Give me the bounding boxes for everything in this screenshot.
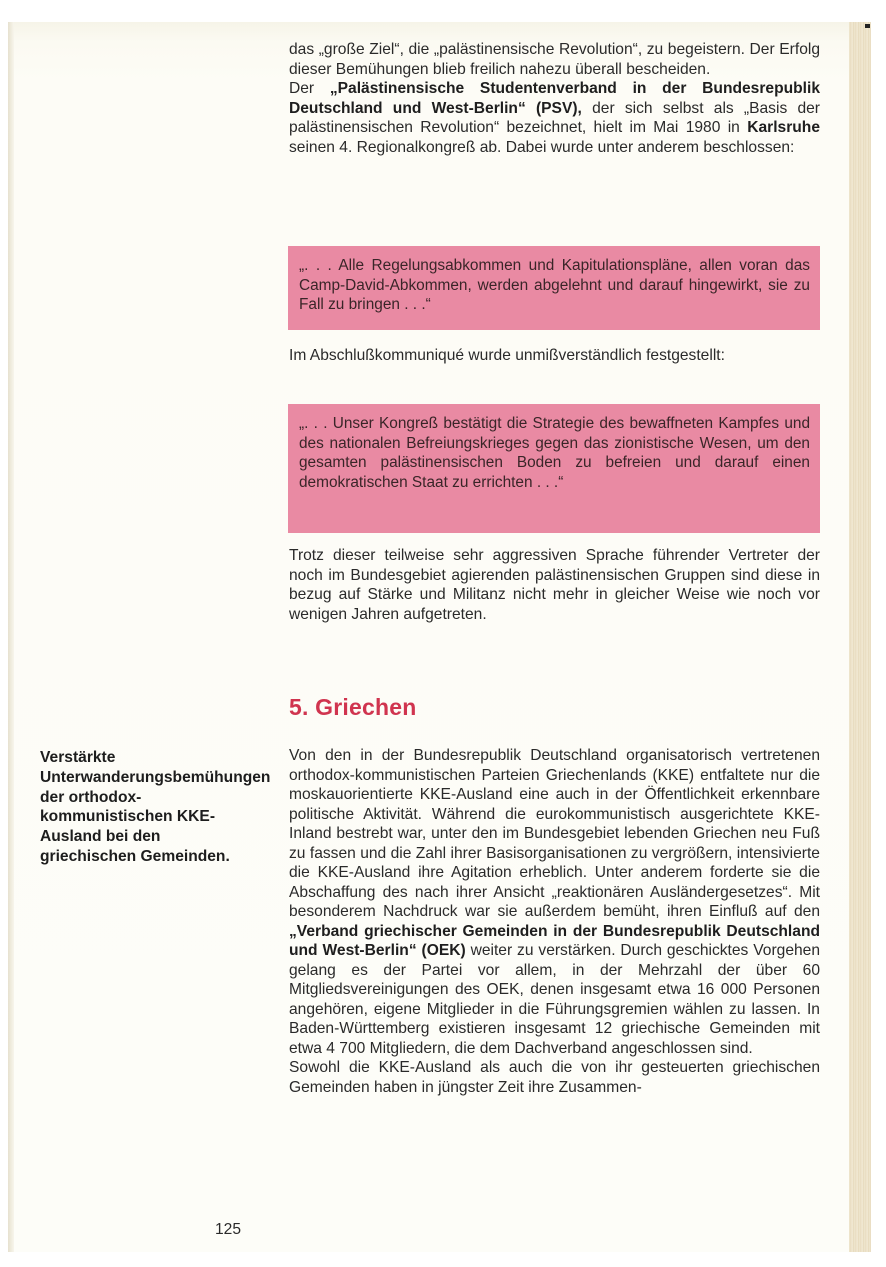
intro-text-block — [289, 40, 820, 157]
page-edge-left — [8, 22, 14, 1252]
oek-name: „Verband griechischer Gemeinden in der Bundesrepublik Deutschland und West-Berlin“ (OEK) — [289, 922, 820, 959]
paragraph-continuation: Sowohl die KKE-Ausland als auch die von ihr gesteuerten griechischen Gemeinden haben in jüngster Zeit ihre Zusammen- — [289, 1059, 820, 1096]
page-edge-right — [849, 22, 871, 1252]
paragraph-psv: Der „Palästinensische Studentenverband in der Bundesrepublik Deutschland und West-Berlin“ (PSV), der sich selbst als „Basis der palästinensischen Revolution“ bezeichnet, hielt im Mai 1980 in Karlsruhe seinen 4. Regionalkongreß ab. Dabei wurde unter anderem beschlossen: — [289, 80, 820, 156]
paragraph-intro: das „große Ziel“, die „palästinensische Revolution“, zu begeistern. Der Erfolg dieser Bemühungen blieb freilich nahezu überall bescheiden. — [289, 41, 820, 78]
paragraph-communique: Im Abschlußkommuniqué wurde unmißverständlich festgestellt: — [289, 347, 725, 364]
quote-box-1 — [288, 246, 820, 330]
margin-note: Verstärkte Unterwanderungsbemühungen der orthodox-kommunistischen KKE-Ausland bei den griechischen Gemeinden. — [40, 749, 271, 865]
section-body — [289, 746, 820, 1097]
assessment-text-block — [289, 546, 820, 624]
paragraph-kke: Von den in der Bundesrepublik Deutschland organisatorisch vertretenen orthodox-kommunistischen Parteien Griechenlands (KKE) entfaltete nur die moskauorientierte KKE-Ausland eine auch in der Öffentlichkeit erkennbare politische Aktivität. Während die eurokommunistisch ausgerichtete KKE-Inland bestrebt war, unter den im Bundesgebiet lebenden Griechen neu Fuß zu fassen und die Zahl ihrer Basisorganisationen zu vergrößern, intensivierte die KKE-Ausland ihre Agitation erheblich. Unter anderem forderte sie die Abschaffung des nach ihrer Ansicht „reaktionären Ausländergesetzes“. Mit besonderem Nachdruck war sie außerdem bemüht, ihren Einfluß auf den „Verband griechischer Gemeinden in der Bundesrepublik Deutschland und West-Berlin“ (OEK) weiter zu verstärken. Durch geschicktes Vorgehen gelang es der Partei vor allem, in der Mehrzahl der über 60 Mitgliedsvereinigungen des OEK, denen insgesamt etwa 16 000 Personen angehören, eigene Mitglieder in die Führungsgremien wählen zu lassen. In Baden-Württemberg existieren insgesamt 12 griechische Gemeinden mit etwa 4 700 Mitgliedern, die dem Dachverband angeschlossen sind. — [289, 747, 821, 1057]
karlsruhe: Karlsruhe — [747, 119, 820, 136]
quote-text-2: „. . . Unser Kongreß bestätigt die Strategie des bewaffneten Kampfes und des nationalen Befreiungskrieges gegen das zionistische Wesen, um den gesamten palästinensischen Boden zu befreien und darauf einen demokratischen Staat zu errichten . . .“ — [299, 415, 810, 491]
page-number: 125 — [215, 1221, 242, 1238]
quote-box-2 — [288, 404, 820, 533]
quote-text-1: „. . . Alle Regelungsabkommen und Kapitulationspläne, allen voran das Camp-David-Abkommen, werden abgelehnt und darauf hingewirkt, sie zu Fall zu bringen . . .“ — [299, 257, 810, 313]
section-heading: 5. Griechen — [289, 694, 417, 720]
paragraph-assessment: Trotz dieser teilweise sehr aggressiven Sprache führender Vertreter der noch im Bundesgebiet agierenden palästinensischen Gruppen sind diese in bezug auf Stärke und Militanz nicht mehr in gleicher Weise wie noch vor wenigen Jahren aufgetreten. — [289, 547, 820, 623]
psv-name: „Palästinensische Studentenverband in der Bundesrepublik Deutschland und West-Berlin“ (PSV), — [289, 80, 820, 117]
communique-text-block — [289, 346, 820, 366]
corner-mark — [865, 24, 870, 28]
